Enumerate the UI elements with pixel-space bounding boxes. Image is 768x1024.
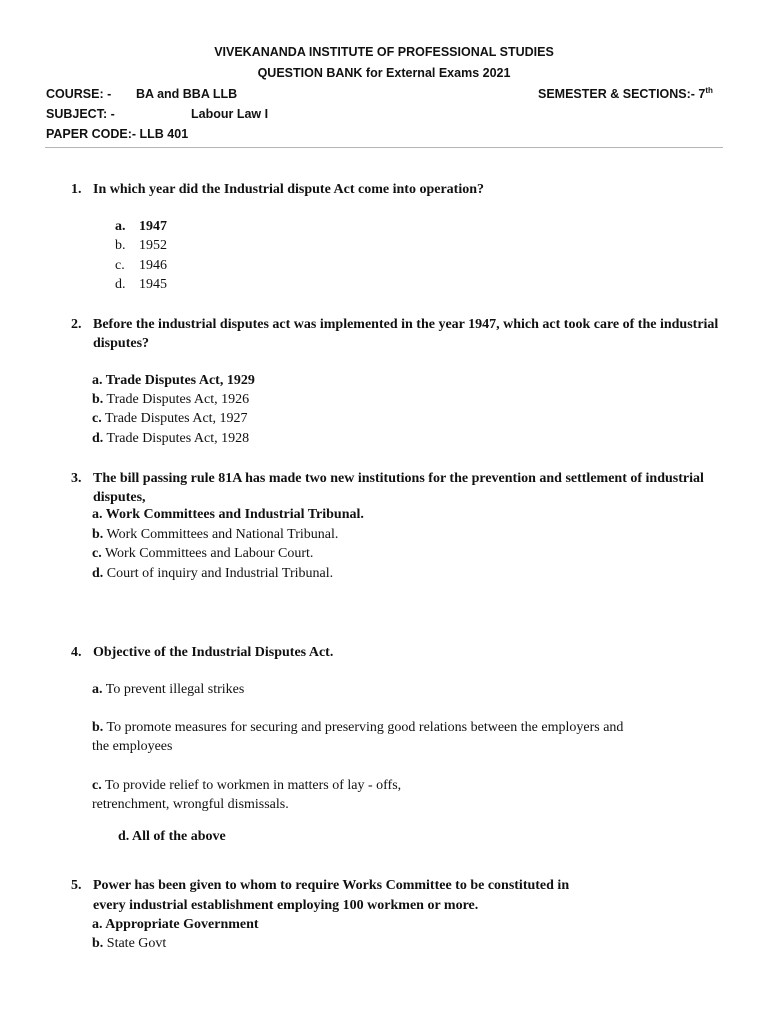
- option-letter: c.: [92, 546, 102, 561]
- question-number: 3.: [71, 471, 82, 486]
- option-text: Appropriate Government: [105, 917, 259, 932]
- q5-text-line-2: every industrial establishment employing 100 workmen or more.: [93, 898, 479, 913]
- q3-option-b: [92, 527, 338, 543]
- q1-option-b: [115, 238, 167, 254]
- q3-option-d: [92, 566, 333, 582]
- option-letter: a.: [92, 917, 103, 932]
- option-letter: a.: [92, 507, 103, 522]
- course-label: COURSE: -: [46, 87, 112, 101]
- q5-text-line-1: Power has been given to whom to require Works Committee to be constituted in: [93, 878, 570, 893]
- option-letter: a.: [115, 219, 126, 234]
- option-text: 1952: [139, 238, 167, 253]
- option-text: Court of inquiry and Industrial Tribunal.: [106, 566, 334, 581]
- q5-number: 5.: [71, 878, 82, 893]
- option-text: To prevent illegal strikes: [105, 682, 245, 697]
- q5-option-a: [92, 917, 259, 933]
- q1-option-d: [115, 277, 167, 293]
- option-letter: a.: [92, 373, 103, 388]
- option-letter: b.: [92, 720, 104, 735]
- header-divider: [45, 147, 723, 148]
- q2-option-d: [92, 431, 249, 447]
- subject-value: Labour Law I: [191, 107, 269, 121]
- option-text: To promote measures for securing and preserving good relations between the employers and: [106, 720, 624, 735]
- option-text: Trade Disputes Act, 1927: [104, 411, 248, 426]
- option-letter: c.: [92, 778, 102, 793]
- option-text: Trade Disputes Act, 1928: [106, 431, 250, 446]
- semester-superscript: th: [705, 85, 713, 95]
- question-number: 2.: [71, 317, 82, 332]
- q1-option-c: [115, 258, 167, 274]
- q5-option-b: [92, 936, 166, 952]
- question-bank-title: QUESTION BANK for External Exams 2021: [257, 66, 511, 80]
- question-number: 4.: [71, 645, 82, 660]
- option-text: Work Committees and Industrial Tribunal.: [105, 507, 364, 522]
- option-text: To provide relief to workmen in matters of lay - offs,: [104, 778, 402, 793]
- q3-option-c: [92, 546, 313, 562]
- q2-option-a: [92, 373, 255, 389]
- option-text: 1946: [139, 258, 167, 273]
- option-letter: d.: [115, 277, 126, 292]
- q4-option-b-continued: the employees: [92, 739, 173, 754]
- paper-code: PAPER CODE:- LLB 401: [46, 127, 189, 141]
- q2-option-b: [92, 392, 249, 408]
- option-text: State Govt: [106, 936, 167, 951]
- q4-option-d: [118, 829, 226, 845]
- option-text: Work Committees and Labour Court.: [104, 546, 314, 561]
- question-number: 1.: [71, 182, 82, 197]
- q4-option-c-continued: retrenchment, wrongful dismissals.: [92, 797, 289, 812]
- option-text: Trade Disputes Act, 1929: [105, 373, 255, 388]
- option-letter: a.: [92, 682, 103, 697]
- option-text: 1945: [139, 277, 167, 292]
- option-letter: b.: [92, 936, 104, 951]
- course-value: BA and BBA LLB: [136, 87, 238, 101]
- question-text: Objective of the Industrial Disputes Act.: [93, 645, 334, 660]
- q4-option-c: [92, 778, 401, 794]
- option-letter: b.: [92, 392, 104, 407]
- q4-option-b: [92, 720, 623, 736]
- option-letter: d.: [118, 829, 130, 844]
- option-letter: d.: [92, 566, 104, 581]
- subject-label: SUBJECT: -: [46, 107, 115, 121]
- semester-label: SEMESTER & SECTIONS:- 7: [538, 87, 706, 101]
- q4-option-a: [92, 682, 244, 698]
- q3-option-a: [92, 507, 364, 523]
- question-text: In which year did the Industrial dispute Act come into operation?: [93, 182, 484, 197]
- q1-option-a: [115, 219, 167, 235]
- option-text: Work Committees and National Tribunal.: [106, 527, 339, 542]
- option-letter: b.: [115, 238, 126, 253]
- option-letter: c.: [92, 411, 102, 426]
- semester-sections: [538, 87, 713, 101]
- q2-option-c: [92, 411, 248, 427]
- option-text: 1947: [139, 219, 167, 234]
- question-text: Before the industrial disputes act was implemented in the year 1947, which act took care of the industrial disputes?: [93, 317, 719, 351]
- institute-title: VIVEKANANDA INSTITUTE OF PROFESSIONAL STUDIES: [214, 45, 554, 59]
- question-text: The bill passing rule 81A has made two new institutions for the prevention and settlement of industrial disputes,: [93, 471, 704, 505]
- option-letter: c.: [115, 258, 125, 273]
- option-text: All of the above: [132, 829, 226, 844]
- option-letter: d.: [92, 431, 104, 446]
- option-text: Trade Disputes Act, 1926: [106, 392, 250, 407]
- option-letter: b.: [92, 527, 104, 542]
